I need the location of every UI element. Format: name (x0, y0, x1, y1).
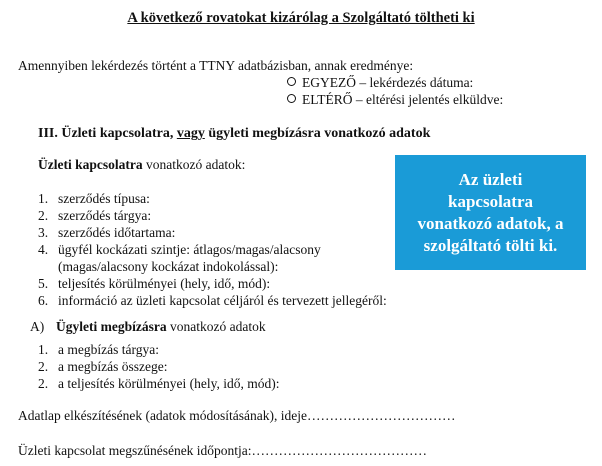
ttny-intro: Amennyiben lekérdezés történt a TTNY adatbázisban, annak eredménye: (18, 58, 414, 73)
radio-circle-icon (287, 77, 296, 86)
list-item: 5. teljesítés körülményei (hely, idő, mód): (38, 276, 271, 291)
created-date-field[interactable]: Adatlap elkészítésének (adatok módosításának), ideje…………………………… (18, 408, 456, 423)
list-item: 1. szerződés típusa: (38, 191, 150, 206)
list-item: (magas/alacsony kockázat indokolással): (58, 259, 279, 274)
list-item: 6. információ az üzleti kapcsolat céljáról és tervezett jellegéről: (38, 293, 387, 308)
ended-date-field[interactable]: Üzleti kapcsolat megszűnésének időpontja:………………………………… (18, 443, 428, 458)
list-item: 2. a megbízás összege: (38, 359, 168, 374)
transaction-heading: A) Ügyleti megbízásra vonatkozó adatok (30, 319, 266, 334)
info-callout: Az üzleti kapcsolatra vonatkozó adatok, a szolgáltató tölti ki. (395, 155, 586, 270)
option-egyezo[interactable]: EGYEZŐ – lekérdezés dátuma: (287, 75, 473, 91)
list-item: 2. a teljesítés körülményei (hely, idő, mód): (38, 376, 280, 391)
option-elterő[interactable]: ELTÉRŐ – eltérési jelentés elküldve: (287, 92, 503, 108)
list-item: 2. szerződés tárgya: (38, 208, 152, 223)
list-item: 4. ügyfél kockázati szintje: átlagos/magas/alacsony (38, 242, 321, 257)
list-item: 1. a megbízás tárgya: (38, 342, 159, 357)
business-heading: Üzleti kapcsolatra vonatkozó adatok: (38, 157, 246, 172)
radio-circle-icon (287, 94, 296, 103)
page-title: A következő rovatokat kizárólag a Szolgáltató töltheti ki (127, 10, 475, 26)
section-heading-iii: III. Üzleti kapcsolatra, vagy ügyleti megbízásra vonatkozó adatok (38, 126, 431, 141)
list-item: 3. szerződés időtartama: (38, 225, 176, 240)
